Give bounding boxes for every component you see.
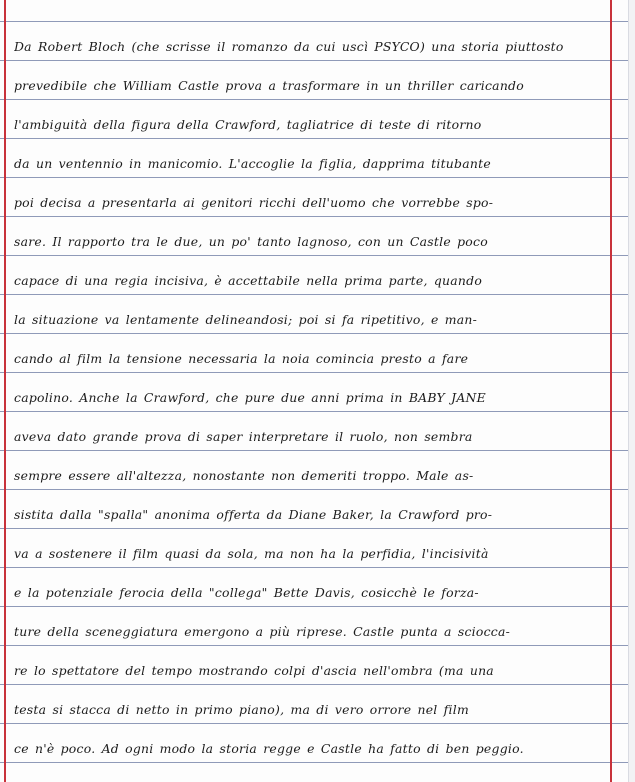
ruled-line [0, 645, 628, 646]
text-line-1: Da Robert Bloch (che scrisse il romanzo da cui uscì PSYCO) una storia piuttosto [14, 39, 564, 54]
ruled-line [0, 411, 628, 412]
right-margin-rule [610, 0, 612, 782]
text-line-17: re lo spettatore del tempo mostrando colpi d'ascia nell'ombra (ma una [14, 663, 494, 678]
left-margin-rule [4, 0, 6, 782]
text-line-11: aveva dato grande prova di saper interpretare il ruolo, non sembra [14, 429, 473, 444]
ruled-line [0, 723, 628, 724]
text-line-8: la situazione va lentamente delineandosi; poi si fa ripetitivo, e man- [14, 312, 478, 327]
text-line-10: capolino. Anche la Crawford, che pure due anni prima in BABY JANE [14, 390, 486, 405]
ruled-line [0, 333, 628, 334]
text-line-2: prevedibile che William Castle prova a trasformare in un thriller caricando [14, 78, 524, 93]
text-line-12: sempre essere all'altezza, nonostante non demeriti troppo. Male as- [14, 468, 474, 483]
text-line-9: cando al film la tensione necessaria la noia comincia presto a fare [14, 351, 469, 366]
text-line-14: va a sostenere il film quasi da sola, ma non ha la perfidia, l'incisività [14, 546, 489, 561]
ruled-line [0, 684, 628, 685]
text-line-3: l'ambiguità della figura della Crawford, tagliatrice di teste di ritorno [14, 117, 482, 132]
ruled-line [0, 294, 628, 295]
ruled-line [0, 21, 628, 22]
ruled-line [0, 606, 628, 607]
ruled-line [0, 216, 628, 217]
ruled-line [0, 372, 628, 373]
text-line-7: capace di una regia incisiva, è accettabile nella prima parte, quando [14, 273, 483, 288]
text-line-13: sistita dalla "spalla" anonima offerta da Diane Baker, la Crawford pro- [14, 507, 493, 522]
ruled-line [0, 177, 628, 178]
text-line-16: ture della sceneggiatura emergono a più riprese. Castle punta a sciocca- [14, 624, 511, 639]
ruled-line [0, 567, 628, 568]
ruled-line [0, 489, 628, 490]
page-edge [628, 0, 635, 782]
ruled-line [0, 255, 628, 256]
ruled-line [0, 60, 628, 61]
ruled-line [0, 528, 628, 529]
text-line-5: poi decisa a presentarla ai genitori ricchi dell'uomo che vorrebbe spo- [14, 195, 494, 210]
text-line-18: testa si stacca di netto in primo piano), ma di vero orrore nel film [14, 702, 469, 717]
ruled-line [0, 762, 628, 763]
ruled-line [0, 450, 628, 451]
text-line-15: e la potenziale ferocia della "collega" Bette Davis, cosicchè le forza- [14, 585, 479, 600]
text-line-6: sare. Il rapporto tra le due, un po' tanto lagnoso, con un Castle poco [14, 234, 488, 249]
text-line-4: da un ventennio in manicomio. L'accoglie la figlia, dapprima titubante [14, 156, 491, 171]
ruled-line [0, 138, 628, 139]
text-line-19: ce n'è poco. Ad ogni modo la storia regge e Castle ha fatto di ben peggio. [14, 741, 524, 756]
ruled-line [0, 99, 628, 100]
